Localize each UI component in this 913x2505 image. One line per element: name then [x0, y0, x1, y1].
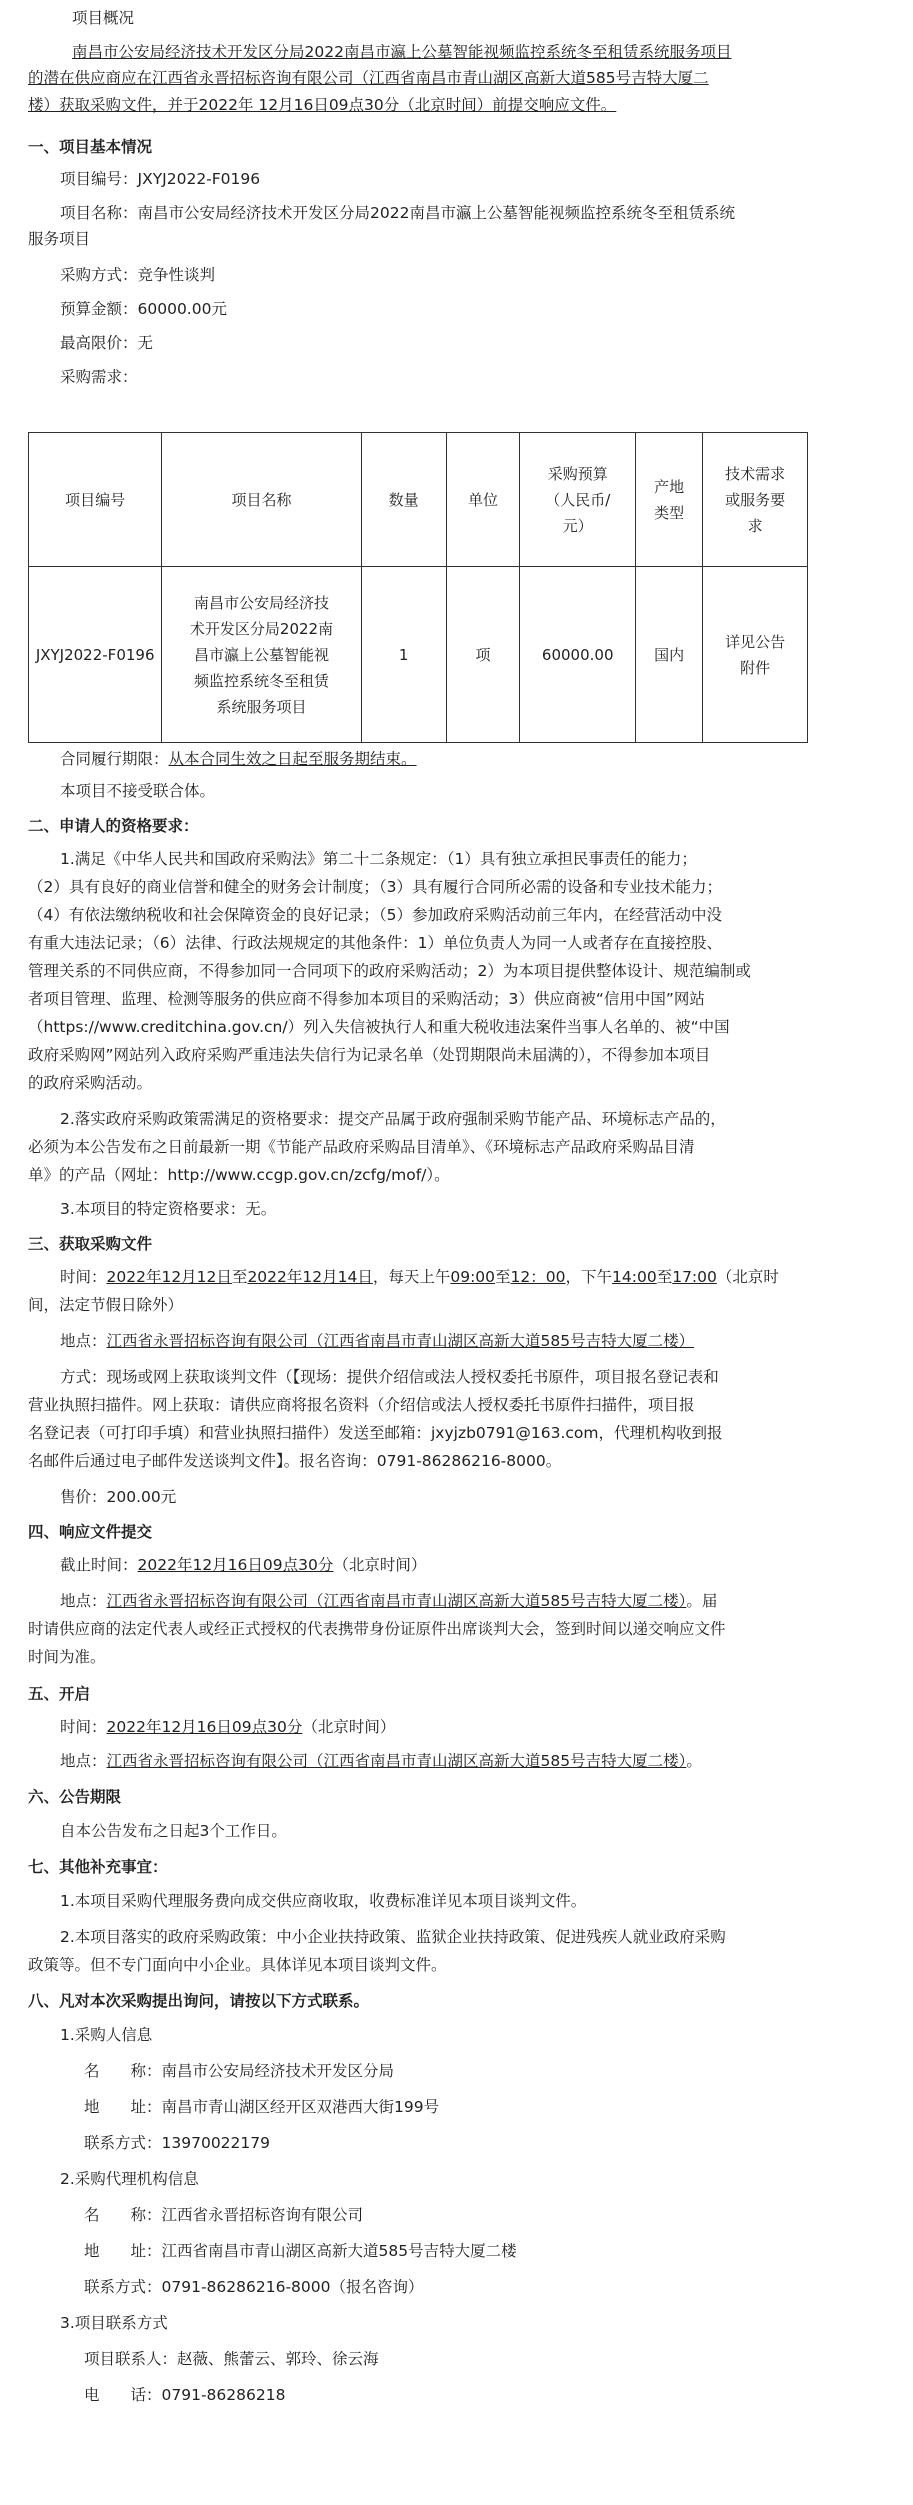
requirements-table	[28, 432, 808, 743]
table-header: 技术需求 或服务要 求	[703, 433, 808, 567]
qualification-text: 必须为本公告发布之日前最新一期《节能产品政府采购品目清单》、《环境标志产品政府采购品目清	[28, 1138, 695, 1156]
overview-text: 南昌市公安局经济技术开发区分局2022南昌市瀛上公墓智能视频监控系统冬至租赁系统服务项目	[72, 43, 732, 61]
section-title: 一、项目基本情况	[28, 138, 153, 156]
contract-period: 合同履行期限：从本合同生效之日起至服务期结束。	[60, 750, 417, 768]
notice-period: 自本公告发布之日起3个工作日。	[60, 1822, 287, 1840]
acquire-method: 名邮件后通过电子邮件发送谈判文件】。报名咨询：0791-86286216-8000。	[28, 1452, 562, 1470]
qualification-text: 1.满足《中华人民共和国政府采购法》第二十二条规定：（1）具有独立承担民事责任的能力；	[60, 850, 697, 868]
table-header: 数量	[361, 433, 446, 567]
purchase-method: 采购方式：竞争性谈判	[60, 266, 216, 284]
contact-row: 电 话：0791-86286218	[84, 2386, 286, 2404]
acquire-place: 地点：江西省永晋招标咨询有限公司（江西省南昌市青山湖区高新大道585号吉特大厦二楼）	[60, 1332, 695, 1350]
overview-heading: 项目概况	[72, 9, 135, 27]
consortium-note: 本项目不接受联合体。	[60, 782, 216, 800]
acquire-method: 名登记表（可打印手填）和营业执照扫描件）发送至邮箱：jxyjzb0791@163.com，代理机构收到报	[28, 1424, 723, 1442]
table-cell: JXYJ2022-F0196	[29, 567, 162, 743]
contact-row: 地 址：南昌市青山湖区经开区双港西大街199号	[84, 2098, 440, 2116]
open-place: 地点：江西省永晋招标咨询有限公司（江西省南昌市青山湖区高新大道585号吉特大厦二楼）。	[60, 1752, 702, 1770]
table-cell: 60000.00	[520, 567, 636, 743]
overview-text: 的潜在供应商应在江西省永晋招标咨询有限公司（江西省南昌市青山湖区高新大道585号吉特大厦二	[28, 69, 709, 87]
section-title: 四、响应文件提交	[28, 1523, 153, 1541]
contact-row: 名 称：江西省永晋招标咨询有限公司	[84, 2206, 364, 2224]
other-item: 政策等。但不专门面向中小企业。具体详见本项目谈判文件。	[28, 1956, 447, 1974]
table-header: 项目编号	[29, 433, 162, 567]
qualification-text: （https://www.creditchina.gov.cn/）列入失信被执行人和重大税收违法案件当事人名单的、被“中国	[28, 1018, 730, 1036]
overview-text: 楼）获取采购文件，并于2022年 12月16日09点30分（北京时间）前提交响应文件。	[28, 96, 617, 114]
acquire-time: 间，法定节假日除外）	[28, 1296, 184, 1314]
contact-row: 项目联系人：赵薇、熊蕾云、郭玲、徐云海	[84, 2350, 379, 2368]
qualification-text: 者项目管理、监理、检测等服务的供应商不得参加本项目的采购活动；3）供应商被“信用中国”网站	[28, 990, 705, 1008]
contact-group-title: 2.采购代理机构信息	[60, 2170, 199, 2188]
acquire-method: 营业执照扫描件。网上获取：请供应商将报名资料（介绍信或法人授权委托书原件扫描件，项目报	[28, 1396, 695, 1414]
project-number: 项目编号：JXYJ2022-F0196	[60, 170, 261, 188]
table-cell: 详见公告 附件	[703, 567, 808, 743]
contact-row: 联系方式：13970022179	[84, 2134, 270, 2152]
budget-amount: 预算金额：60000.00元	[60, 300, 227, 318]
acquire-time: 时间：2022年12月12日至2022年12月14日，每天上午09:00至12：00，下午14:00至17:00（北京时	[60, 1268, 779, 1286]
contact-row: 联系方式：0791-86286216-8000（报名咨询）	[84, 2278, 424, 2296]
other-item: 2.本项目落实的政府采购政策：中小企业扶持政策、监狱企业扶持政策、促进残疾人就业政府采购	[60, 1928, 726, 1946]
project-name: 项目名称：南昌市公安局经济技术开发区分局2022南昌市瀛上公墓智能视频监控系统冬至租赁系统	[60, 204, 735, 222]
submit-place: 地点：江西省永晋招标咨询有限公司（江西省南昌市青山湖区高新大道585号吉特大厦二楼）。届	[60, 1592, 718, 1610]
qualification-text: （4）有依法缴纳税收和社会保障资金的良好记录；（5）参加政府采购活动前三年内，在经营活动中没	[28, 906, 722, 924]
project-name: 服务项目	[28, 230, 91, 248]
table-header: 单位	[446, 433, 520, 567]
table-cell: 1	[361, 567, 446, 743]
table-header: 项目名称	[162, 433, 361, 567]
qualification-text: 政府采购网”网站列入政府采购严重违法失信行为记录名单（处罚期限尚未届满的），不得参加本项目	[28, 1046, 711, 1064]
section-title: 三、获取采购文件	[28, 1235, 153, 1253]
qualification-text: 3.本项目的特定资格要求：无。	[60, 1200, 277, 1218]
section-title: 五、开启	[28, 1685, 91, 1703]
table-row	[29, 567, 808, 743]
table-header: 采购预算 （人民币/ 元）	[520, 433, 636, 567]
table-header: 产地 类型	[636, 433, 703, 567]
section-title: 六、公告期限	[28, 1788, 122, 1806]
submit-place: 时间为准。	[28, 1648, 106, 1666]
qualification-text: 管理关系的不同供应商，不得参加同一合同项下的政府采购活动；2）为本项目提供整体设计、规范编制或	[28, 962, 751, 980]
section-title: 二、申请人的资格要求：	[28, 817, 199, 835]
demand-label: 采购需求：	[60, 368, 138, 386]
acquire-method: 方式：现场或网上获取谈判文件（【现场：提供介绍信或法人授权委托书原件，项目报名登记表和	[60, 1368, 719, 1386]
submit-place: 时请供应商的法定代表人或经正式授权的代表携带身份证原件出席谈判大会，签到时间以递交响应文件	[28, 1620, 726, 1638]
contact-row: 地 址：江西省南昌市青山湖区高新大道585号吉特大厦二楼	[84, 2242, 517, 2260]
table-cell: 南昌市公安局经济技 术开发区分局2022南 昌市瀛上公墓智能视 频监控系统冬至租赁 系统服务项目	[162, 567, 361, 743]
open-time: 时间：2022年12月16日09点30分（北京时间）	[60, 1718, 396, 1736]
table-header-row	[29, 433, 808, 567]
table-cell: 项	[446, 567, 520, 743]
qualification-text: 单》的产品（网址：http://www.ccgp.gov.cn/zcfg/mof/）。	[28, 1166, 450, 1184]
table-cell: 国内	[636, 567, 703, 743]
max-price: 最高限价：无	[60, 334, 154, 352]
qualification-text: （2）具有良好的商业信誉和健全的财务会计制度；（3）具有履行合同所必需的设备和专业技术能力；	[28, 878, 722, 896]
qualification-text: 有重大违法记录；（6）法律、行政法规规定的其他条件：1）单位负责人为同一人或者存在直接控股、	[28, 934, 722, 952]
contact-row: 名 称：南昌市公安局经济技术开发区分局	[84, 2062, 395, 2080]
other-item: 1.本项目采购代理服务费向成交供应商收取，收费标准详见本项目谈判文件。	[60, 1892, 587, 1910]
document-price: 售价：200.00元	[60, 1488, 177, 1506]
section-title: 八、凡对本次采购提出询问，请按以下方式联系。	[28, 1992, 370, 2010]
section-title: 七、其他补充事宜：	[28, 1858, 168, 1876]
qualification-text: 的政府采购活动。	[28, 1074, 153, 1092]
qualification-text: 2.落实政府采购政策需满足的资格要求：提交产品属于政府强制采购节能产品、环境标志产品的，	[60, 1110, 726, 1128]
contact-group-title: 1.采购人信息	[60, 2026, 153, 2044]
deadline: 截止时间：2022年12月16日09点30分（北京时间）	[60, 1556, 427, 1574]
contact-group-title: 3.项目联系方式	[60, 2314, 168, 2332]
